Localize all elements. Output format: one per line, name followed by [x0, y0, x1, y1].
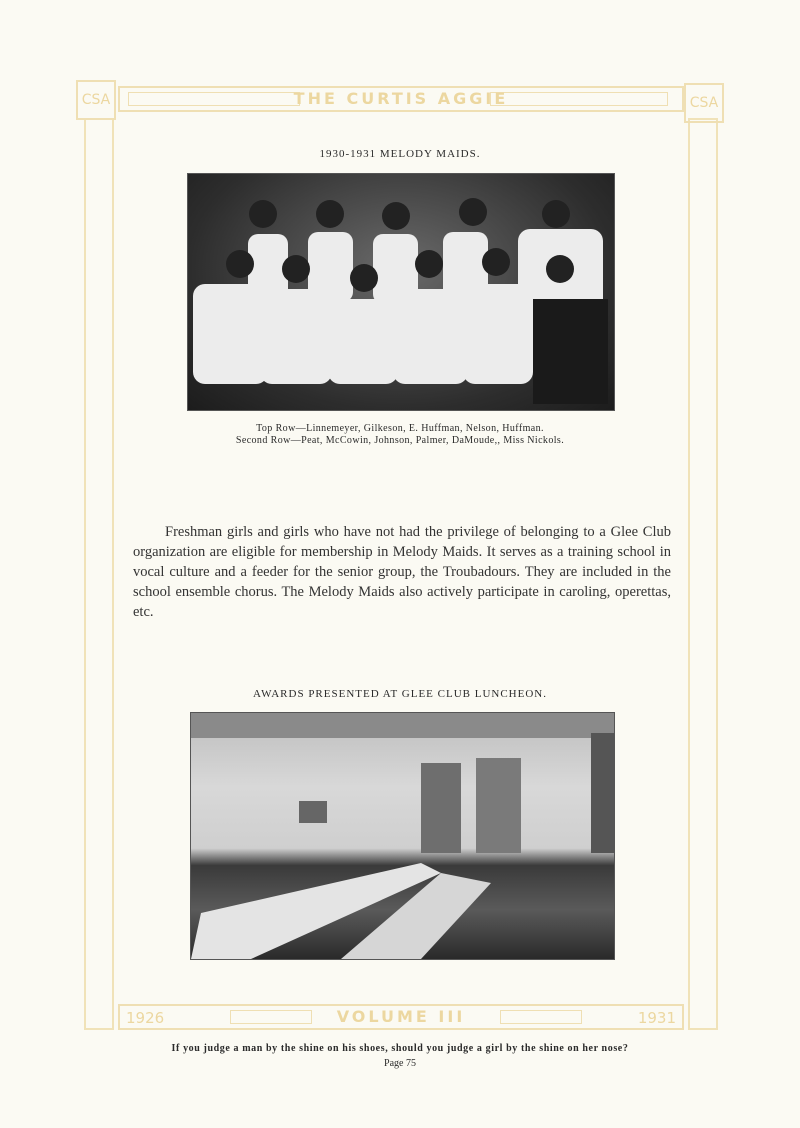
- header-title: THE CURTIS AGGIE: [293, 89, 509, 108]
- footer-band: [118, 1004, 684, 1030]
- right-border: [688, 118, 718, 1030]
- year-start: 1926: [126, 1009, 165, 1027]
- names-second-row: Second Row—Peat, McCowin, Johnson, Palmer, DaMoude,, Miss Nickols.: [235, 435, 565, 446]
- header-band: [118, 86, 684, 112]
- photo1-caption: 1930-1931 MELODY MAIDS.: [319, 148, 481, 160]
- names-top-row: Top Row—Linnemeyer, Gilkeson, E. Huffman, Nelson, Huffman.: [256, 423, 544, 434]
- year-end: 1931: [637, 1009, 676, 1027]
- melody-maids-photo: [187, 173, 615, 411]
- photo2-caption: AWARDS PRESENTED AT GLEE CLUB LUNCHEON.: [253, 688, 547, 700]
- emblem-left: CSA: [76, 80, 116, 120]
- luncheon-photo: [190, 712, 615, 960]
- page-number: Page 75: [384, 1058, 416, 1069]
- emblem-right: CSA: [684, 83, 724, 123]
- room-scene: [191, 713, 614, 959]
- body-paragraph: Freshman girls and girls who have not had the privilege of belonging to a Glee Club organization are eligible for membership in Melody Maids. It serves as a training school in vocal culture and a feeder for the senior group, the Troubadours. They are included in the school ensemble chorus. The Melody Maids also actively participate in caroling, operettas, etc.: [133, 524, 671, 620]
- photo1-names: [0, 423, 800, 447]
- volume-label: VOLUME III: [336, 1007, 466, 1026]
- group-figures: [188, 174, 614, 410]
- footer-quote: If you judge a man by the shine on his shoes, should you judge a girl by the shine on her nose?: [171, 1043, 629, 1054]
- left-border: [84, 118, 114, 1030]
